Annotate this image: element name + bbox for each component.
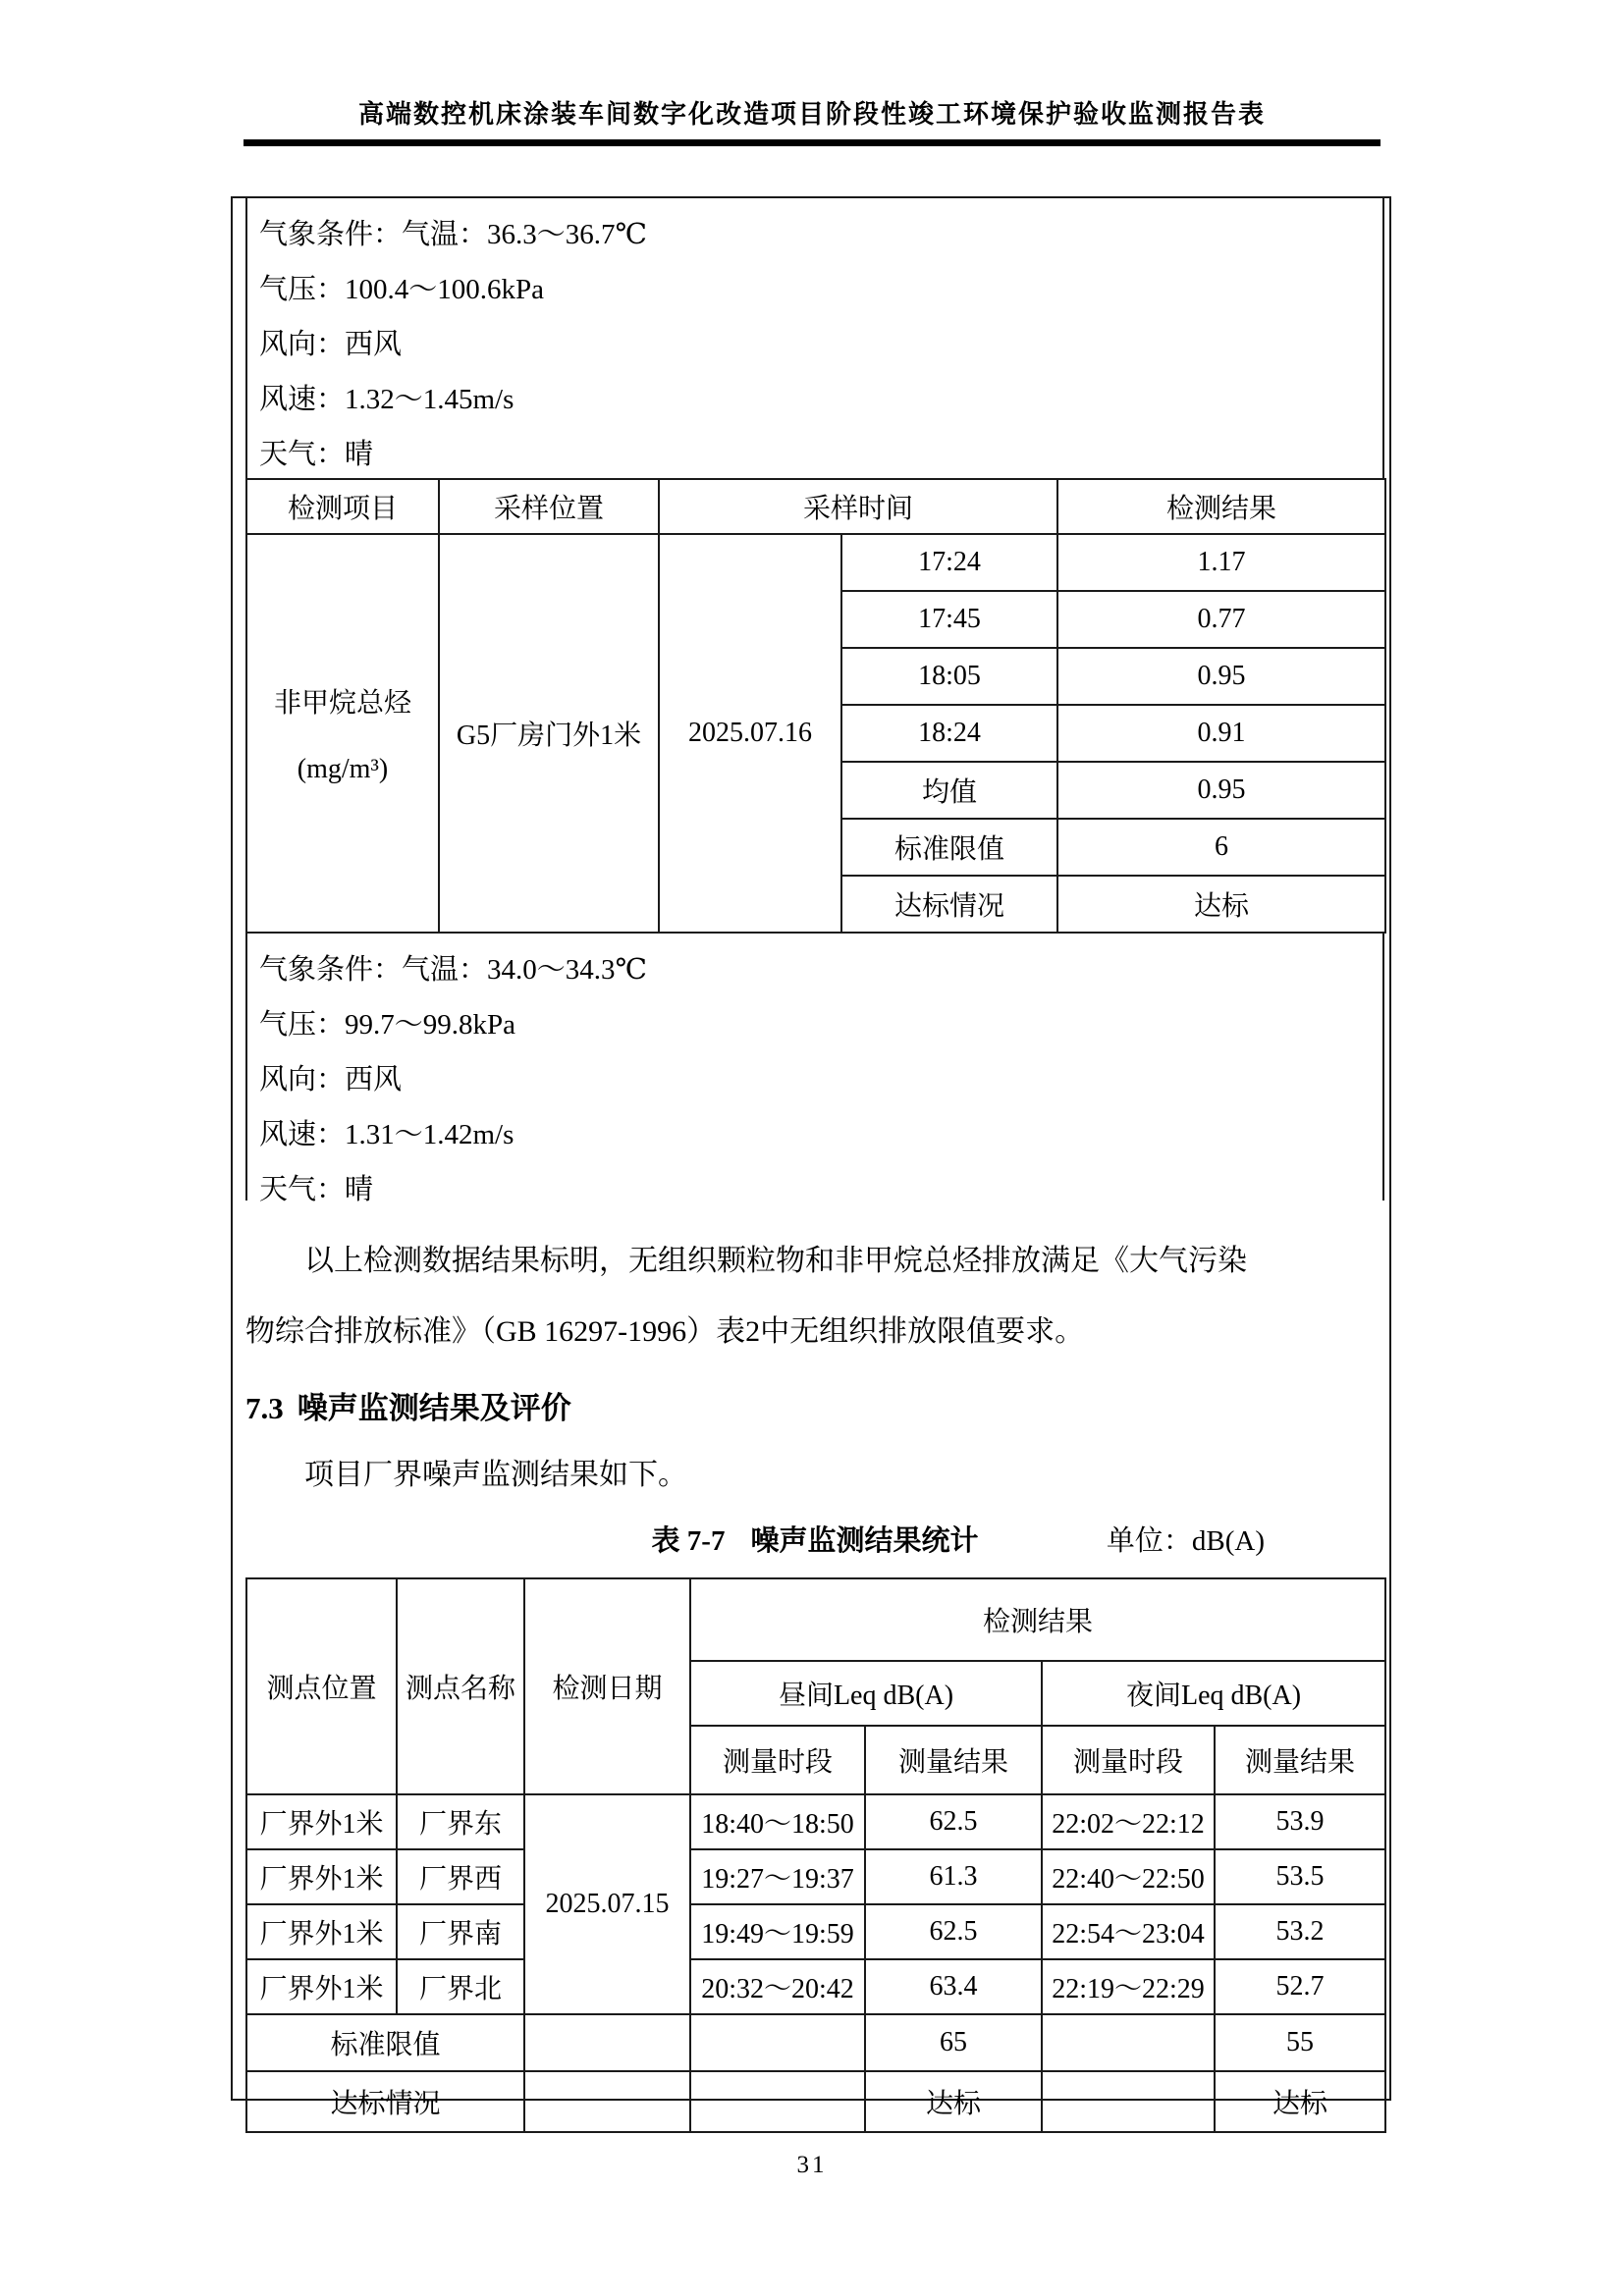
noise-limit-day-value: 65 [865,2014,1042,2071]
noise-compliance-day-value: 达标 [865,2071,1042,2132]
noise-limit-date-empty [524,2014,690,2071]
weather2-sky: 天气：晴 [259,1174,374,1205]
noise-name-cell: 厂界东 [397,1794,524,1849]
result-cell: 1.17 [1057,534,1385,591]
noise-intro-paragraph: 项目厂界噪声监测结果如下。 [304,1459,687,1491]
noise-day-value-cell: 61.3 [865,1849,1042,1904]
table-7-7-caption-row [245,1519,1384,1560]
noise-header-day-value: 测量结果 [865,1726,1042,1794]
weather2-wind-direction: 风向：西风 [259,1064,403,1095]
noise-day-period-cell: 18:40～18:50 [690,1794,865,1849]
header-position: 采样位置 [439,479,659,534]
noise-day-value-cell: 63.4 [865,1959,1042,2014]
mean-label-cell: 均值 [841,762,1057,819]
noise-header-position: 测点位置 [246,1578,397,1794]
noise-night-value-cell: 53.5 [1215,1849,1385,1904]
noise-position-cell: 厂界外1米 [246,1959,397,2014]
limit-value-cell: 6 [1057,819,1385,876]
section-title: 噪声监测结果及评价 [297,1391,571,1425]
compliance-value-cell: 达标 [1057,876,1385,933]
noise-header-night: 夜间Leq dB(A) [1042,1661,1385,1726]
time-cell: 18:24 [841,705,1057,762]
noise-header-name: 测点名称 [397,1578,524,1794]
noise-day-value-cell: 62.5 [865,1794,1042,1849]
limit-label-cell: 标准限值 [841,819,1057,876]
noise-row-north [246,1959,1385,2014]
noise-header-day-period: 测量时段 [690,1726,865,1794]
conclusion-line-2: 物综合排放标准》（GB 16297-1996）表2中无组织排放限值要求。 [245,1315,1085,1348]
noise-night-period-cell: 22:02～22:12 [1042,1794,1215,1849]
running-head-title: 高端数控机床涂装车间数字化改造项目阶段性竣工环境保护验收监测报告表 [244,94,1380,146]
noise-night-period-cell: 22:40～22:50 [1042,1849,1215,1904]
noise-row-west [246,1849,1385,1904]
weather1-wind-direction: 风向：西风 [259,329,403,360]
position-cell: G5厂房门外1米 [439,534,659,933]
noise-night-period-cell: 22:54～23:04 [1042,1904,1215,1959]
weather-conditions-block-2 [245,934,1384,1205]
gas-monitoring-table [245,478,1386,934]
weather-conditions-block-1 [245,198,1384,478]
item-unit: (mg/m³) [297,754,389,784]
noise-day-period-cell: 19:49～19:59 [690,1904,865,1959]
noise-header-night-value: 测量结果 [1215,1726,1385,1794]
weather2-wind-speed: 风速：1.31～1.42m/s [259,1119,514,1150]
table-7-7-label: 表 7-7 [651,1525,726,1557]
noise-date-cell: 2025.07.15 [524,1794,690,2014]
table-7-7-title: 噪声监测结果统计 [750,1525,979,1557]
noise-night-value-cell: 53.9 [1215,1794,1385,1849]
noise-compliance-day-period-empty [690,2071,865,2132]
mean-value-cell: 0.95 [1057,762,1385,819]
section-heading-7-3 [245,1387,1384,1430]
report-content-column [245,198,1384,2133]
compliance-label-cell: 达标情况 [841,876,1057,933]
weather2-pressure: 气压：99.7～99.8kPa [259,1009,516,1041]
noise-limit-night-value: 55 [1215,2014,1385,2071]
noise-name-cell: 厂界南 [397,1904,524,1959]
noise-monitoring-table [245,1577,1386,2133]
result-cell: 0.95 [1057,648,1385,705]
result-cell: 0.77 [1057,591,1385,648]
weather1-wind-speed: 风速：1.32～1.45m/s [259,384,514,415]
header-item: 检测项目 [246,479,439,534]
time-cell: 17:45 [841,591,1057,648]
noise-day-period-cell: 19:27～19:37 [690,1849,865,1904]
noise-name-cell: 厂界西 [397,1849,524,1904]
noise-day-value-cell: 62.5 [865,1904,1042,1959]
noise-name-cell: 厂界北 [397,1959,524,2014]
noise-row-south [246,1904,1385,1959]
noise-row-east [246,1794,1385,1849]
table-7-7-unit: 单位：dB(A) [1106,1525,1265,1557]
noise-night-value-cell: 52.7 [1215,1959,1385,2014]
date-cell: 2025.07.16 [659,534,841,933]
noise-compliance-date-empty [524,2071,690,2132]
weather1-pressure: 气压：100.4～100.6kPa [259,274,545,305]
header-time: 采样时间 [659,479,1057,534]
noise-position-cell: 厂界外1米 [246,1849,397,1904]
time-cell: 18:05 [841,648,1057,705]
noise-position-cell: 厂界外1米 [246,1794,397,1849]
noise-day-period-cell: 20:32～20:42 [690,1959,865,2014]
item-cell [246,534,439,933]
page-number: 31 [796,2152,828,2178]
noise-compliance-label: 达标情况 [246,2071,524,2132]
header-result: 检测结果 [1057,479,1385,534]
weather1-temperature: 气象条件：气温：36.3～36.7℃ [259,219,647,250]
conclusion-paragraph [245,1226,1384,1367]
noise-header-date: 检测日期 [524,1578,690,1794]
item-name: 非甲烷总烃 [273,688,411,719]
noise-position-cell: 厂界外1米 [246,1904,397,1959]
section-number: 7.3 [245,1391,284,1425]
weather1-sky: 天气：晴 [259,439,374,470]
conclusion-line-1: 以上检测数据结果标明，无组织颗粒物和非甲烷总烃排放满足《大气污染 [304,1245,1247,1277]
noise-limit-row [246,2014,1385,2071]
noise-limit-day-period-empty [690,2014,865,2071]
time-cell: 17:24 [841,534,1057,591]
noise-header-row-1 [246,1578,1385,1661]
noise-night-value-cell: 53.2 [1215,1904,1385,1959]
noise-night-period-cell: 22:19～22:29 [1042,1959,1215,2014]
weather2-temperature: 气象条件：气温：34.0～34.3℃ [259,954,647,986]
noise-compliance-night-value: 达标 [1215,2071,1385,2132]
noise-limit-label: 标准限值 [246,2014,524,2071]
noise-limit-night-period-empty [1042,2014,1215,2071]
report-outer-frame [231,196,1391,2119]
noise-compliance-row [246,2071,1385,2132]
noise-header-result: 检测结果 [690,1578,1385,1661]
noise-header-night-period: 测量时段 [1042,1726,1215,1794]
noise-compliance-night-period-empty [1042,2071,1215,2132]
table-header-row [246,479,1385,534]
result-cell: 0.91 [1057,705,1385,762]
table-row [246,534,1385,591]
noise-header-day: 昼间Leq dB(A) [690,1661,1042,1726]
